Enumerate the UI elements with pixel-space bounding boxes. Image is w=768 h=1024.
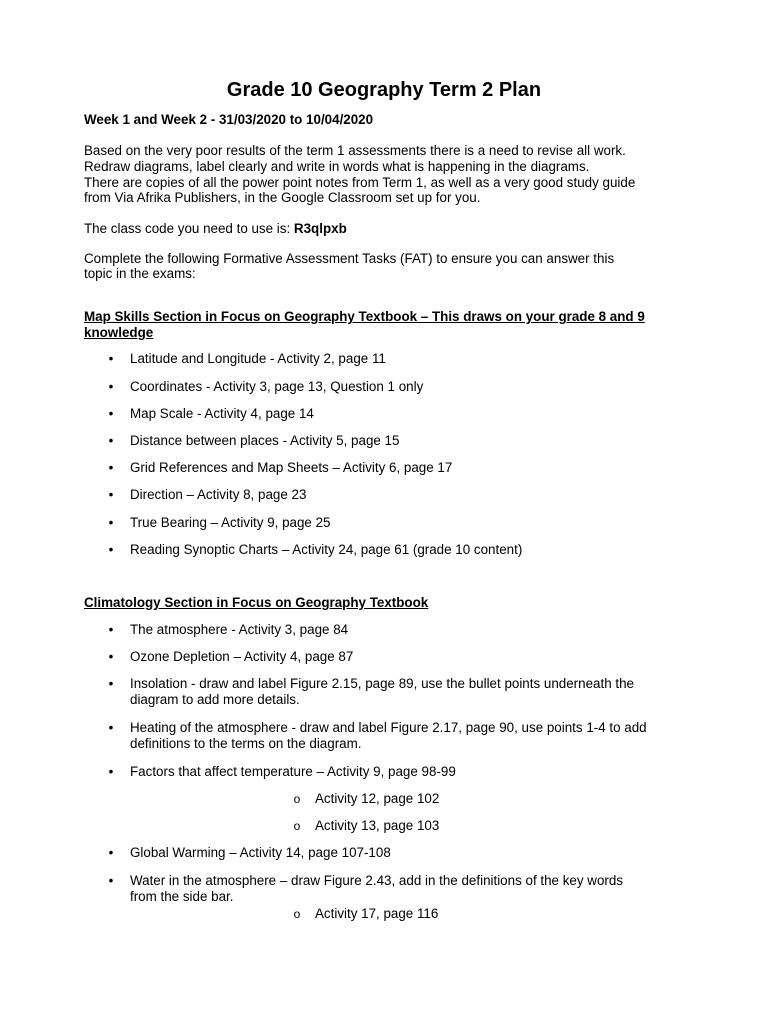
class-code: R3qlpxb <box>293 221 347 236</box>
bullet-icon: • <box>108 845 114 860</box>
bullet-icon: • <box>108 460 114 475</box>
list-item-continuation: diagram to add more details. <box>130 692 300 707</box>
list-item-continuation: definitions to the terms on the diagram. <box>130 736 362 751</box>
bullet-icon: • <box>108 873 114 888</box>
circle-bullet-icon: o <box>293 907 301 921</box>
week-heading: Week 1 and Week 2 - 31/03/2020 to 10/04/2020 <box>84 112 374 127</box>
fat-line: topic in the exams: <box>84 266 196 281</box>
circle-bullet-icon: o <box>293 819 301 833</box>
intro-line: from Via Afrika Publishers, in the Google Classroom set up for you. <box>84 190 481 205</box>
intro-line: There are copies of all the power point notes from Term 1, as well as a very good study guide <box>84 175 636 190</box>
intro-line: Based on the very poor results of the term 1 assessments there is a need to revise all work. <box>84 143 626 158</box>
intro-line: Redraw diagrams, label clearly and write in words what is happening in the diagrams. <box>84 159 590 174</box>
climatology-heading: Climatology Section in Focus on Geography Textbook <box>84 595 429 610</box>
bullet-icon: • <box>108 515 114 530</box>
bullet-icon: • <box>108 764 114 779</box>
bullet-icon: • <box>108 676 114 691</box>
map-skills-heading: knowledge <box>84 325 154 340</box>
page-title: Grade 10 Geography Term 2 Plan <box>226 79 542 101</box>
circle-bullet-icon: o <box>293 792 301 806</box>
fat-line: Complete the following Formative Assessment Tasks (FAT) to ensure you can answer this <box>84 251 615 266</box>
map-skills-heading: Map Skills Section in Focus on Geography Textbook – This draws on your grade 8 and 9 <box>84 309 645 324</box>
list-item-continuation: from the side bar. <box>130 889 234 904</box>
class-code-line <box>84 221 347 237</box>
bullet-icon: • <box>108 649 114 664</box>
bullet-icon: • <box>108 433 114 448</box>
bullet-icon: • <box>108 720 114 735</box>
document-page: Grade 10 Geography Term 2 Plan Week 1 and Week 2 - 31/03/2020 to 10/04/2020 Based on the very poor results of the term 1 assessments there is a need to revise all work. Redraw diagrams, label clearly and write in words what is happening in the diagrams. There are copies of all the power point notes from Term 1, as well as a very good study guide from Via Afrika Publishers, in the Google Classroom set up for you. The class code you need to use is: R3qlpxb Complete the following Formative Assessment Tasks (FAT) to ensure you can answer this topic in the exams: Map Skills Section in Focus on Geography Textbook – This draws on your grade 8 and 9 knowledge • Latitude and Longitude - Activity 2, page 11 • Coordinates - Activity 3, page 13, Question 1 only • Map Scale - Activity 4, page 14 • Distance between places - Activity 5, page 15 • Grid References and Map Sheets – Activity 6, page 17 • Direction – Activity 8, page 23 • True Bearing – Activity 9, page 25 • Reading Synoptic Charts – Activity 24, page 61 (grade 10 content) Climatology Section in Focus on Geography Textbook • The atmosphere - Activity 3, page 84 • Ozone Depletion – Activity 4, page 87 • Insolation - draw and label Figure 2.15, page 89, use the bullet points underneath the diagram to add more details. • Heating of the atmosphere - draw and label Figure 2.17, page 90, use points 1-4 to add definitions to the terms on the diagram. • Factors that affect temperature – Activity 9, page 98-99 o Activity 12, page 102 o Activity 13, page 103 • Global Warming – Activity 14, page 107-108 • Water in the atmosphere – draw Figure 2.43, add in the definitions of the key words from the side bar. o Activity 17, page 116 <box>0 0 768 1024</box>
bullet-icon: • <box>108 487 114 502</box>
bullet-icon: • <box>108 379 114 394</box>
class-code-label: The class code you need to use is: <box>84 221 294 236</box>
bullet-icon: • <box>108 406 114 421</box>
bullet-icon: • <box>108 351 114 366</box>
bullet-icon: • <box>108 622 114 637</box>
bullet-icon: • <box>108 542 114 557</box>
